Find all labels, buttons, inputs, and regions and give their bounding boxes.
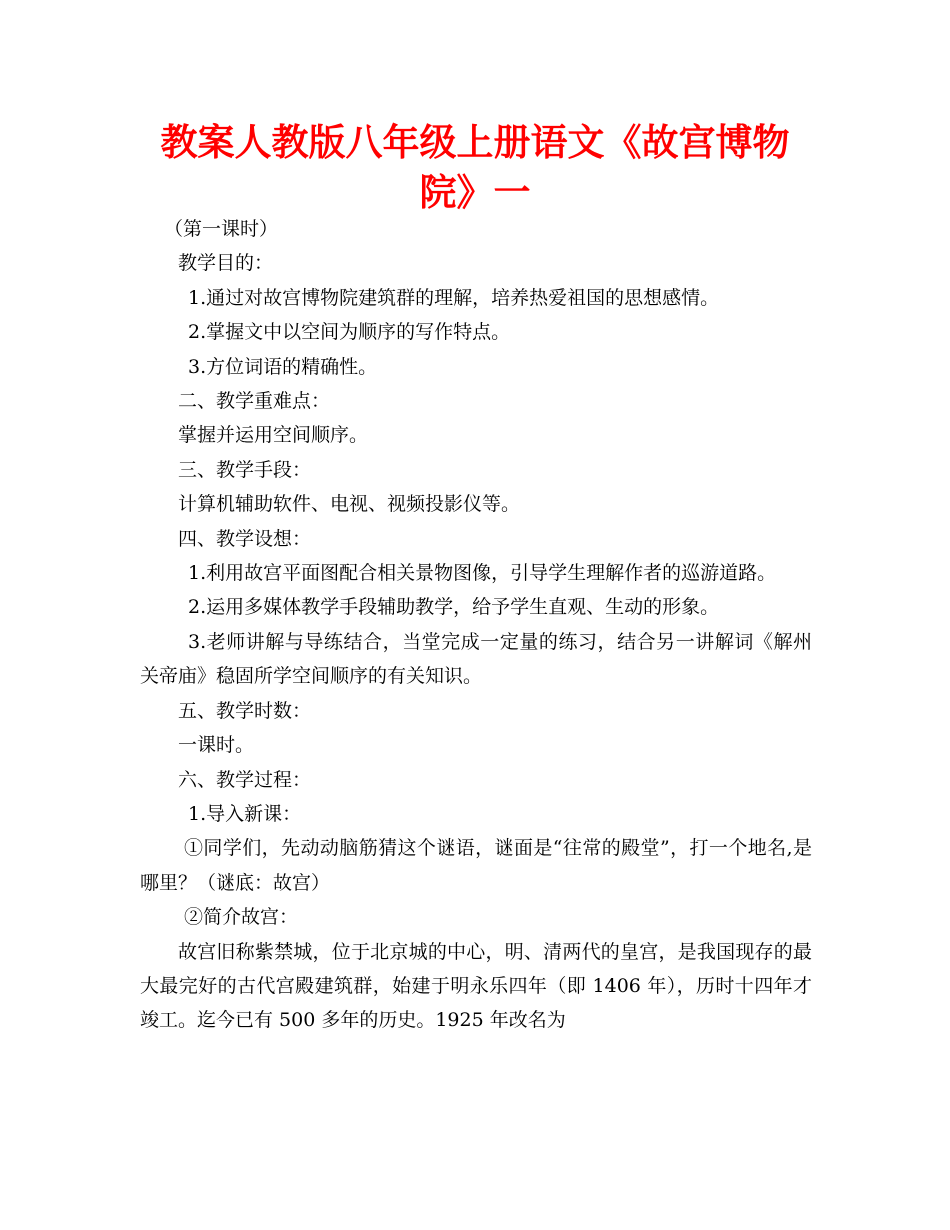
document-body [140, 212, 812, 1038]
list-item: 2.运用多媒体教学手段辅助教学，给予学生直观、生动的形象。 [188, 596, 720, 619]
paragraph: ①同学们，先动动脑筋猜这个谜语，谜面是“往常的殿堂”，打一个地名,是哪里？（谜底：故宫） [140, 837, 812, 894]
paragraph: 一课时。 [178, 734, 255, 757]
paragraph: 故宫旧称紫禁城，位于北京城的中心，明、清两代的皇宫，是我国现存的最大最完好的古代宫殿建筑群，始建于明永乐四年（即 1406 年），历时十四年才竣工。迄今已有 500 多年的历史。1925 年改名为 [140, 940, 812, 1032]
section-heading: 二、教学重难点： [178, 390, 331, 413]
list-item: 1.利用故宫平面图配合相关景物图像，引导学生理解作者的巡游道路。 [188, 562, 777, 585]
list-item: 3.老师讲解与导练结合，当堂完成一定量的练习，结合另一讲解词《解州关帝庙》稳固所学空间顺序的有关知识。 [140, 630, 812, 688]
section-heading: 五、教学时数： [178, 699, 312, 722]
document-title: 教案人教版八年级上册语文《故宫博物院》一 [160, 121, 790, 214]
list-item: 1.通过对故宫博物院建筑群的理解，培养热爱祖国的思想感情。 [188, 286, 720, 309]
paragraph: 计算机辅助软件、电视、视频投影仪等。 [178, 493, 521, 516]
lesson-period: （第一课时） [164, 218, 279, 240]
list-item: 2.掌握文中以空间为顺序的写作特点。 [188, 321, 511, 344]
paragraph: 掌握并运用空间顺序。 [178, 424, 369, 447]
section-heading: 六、教学过程： [178, 768, 312, 791]
list-item: 3.方位词语的精确性。 [188, 355, 378, 378]
section-heading: 教学目的： [178, 252, 274, 275]
paragraph: ②简介故宫： [184, 906, 299, 929]
section-heading: 三、教学手段： [178, 458, 312, 481]
section-heading: 四、教学设想： [178, 527, 312, 550]
list-item: 1.导入新课： [188, 802, 302, 825]
